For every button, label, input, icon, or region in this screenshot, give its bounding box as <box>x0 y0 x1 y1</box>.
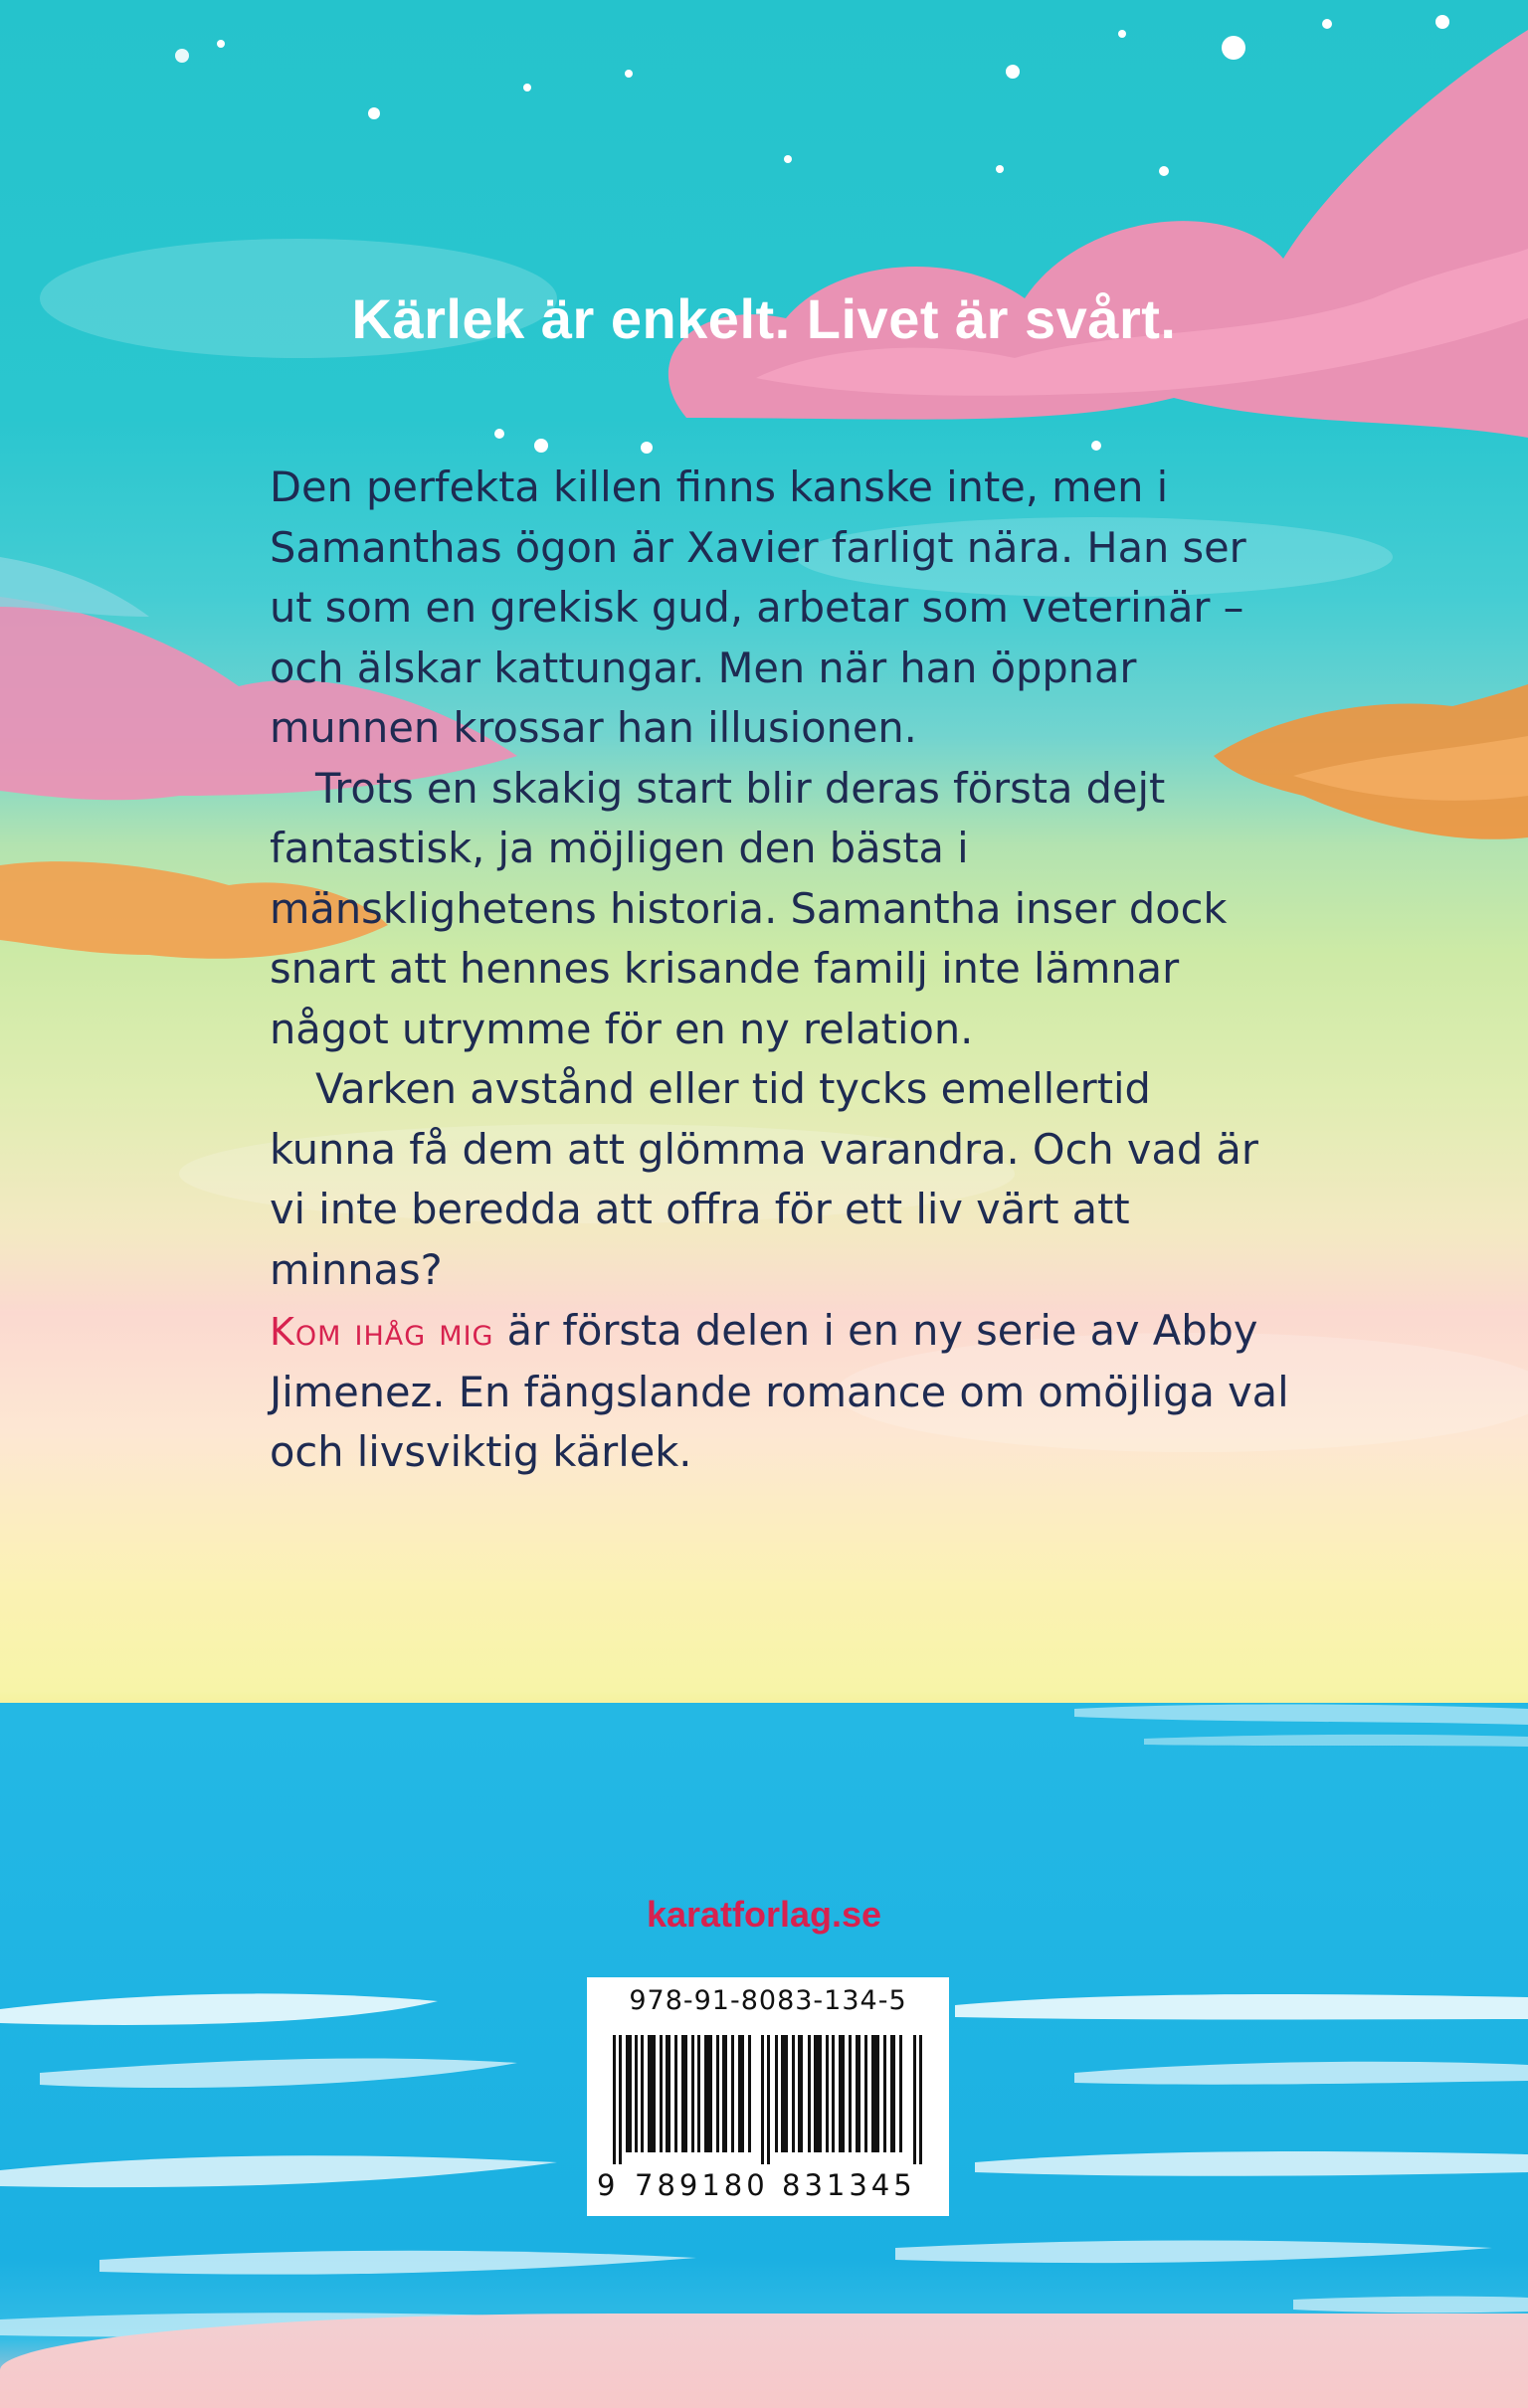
barcode-first-digit: 9 <box>597 2168 616 2202</box>
blurb-paragraph-3: Varken avstånd eller tid tycks emellertid kunna få dem att glömma varandra. Och vad är vi inte beredda att offra för ett liv värt att minnas? <box>270 1064 1258 1294</box>
isbn-number: 978-91-8083-134-5 <box>629 1985 907 2016</box>
barcode-bars <box>613 2035 923 2164</box>
series-note <box>270 1301 1304 1483</box>
blurb <box>270 458 1274 1300</box>
beach <box>0 2314 1528 2408</box>
pink-cloud-top <box>668 30 1528 438</box>
series-text: är första delen i en ny serie av Abby Jimenez. En fängslande romance om omöjliga val och livsviktig kärlek. <box>270 1306 1289 1476</box>
blurb-paragraph-2: Trots en skakig start blir deras första dejt fantastisk, ja möjligen den bästa i mänsklighetens historia. Samantha inser dock snart att hennes krisande familj inte lämnar något utrymme för en ny relation. <box>270 763 1228 1053</box>
series-title: Kom ihåg mig <box>270 1310 494 1354</box>
barcode-digits <box>587 2168 949 2208</box>
barcode-box <box>587 1977 949 2216</box>
blurb-paragraph-1: Den perfekta killen finns kanske inte, men i Samanthas ögon är Xavier farligt nära. Han ser ut som en grekisk gud, arbetar som veterinär – och älskar kattungar. Men när han öppnar munnen krossar han illusionen. <box>270 463 1246 752</box>
headline: Kärlek är enkelt. Livet är svårt. <box>351 287 1177 350</box>
barcode-right-group: 831345 <box>782 2168 916 2202</box>
barcode-left-group: 789180 <box>635 2168 769 2202</box>
publisher-website[interactable]: karatforlag.se <box>646 1894 882 1935</box>
